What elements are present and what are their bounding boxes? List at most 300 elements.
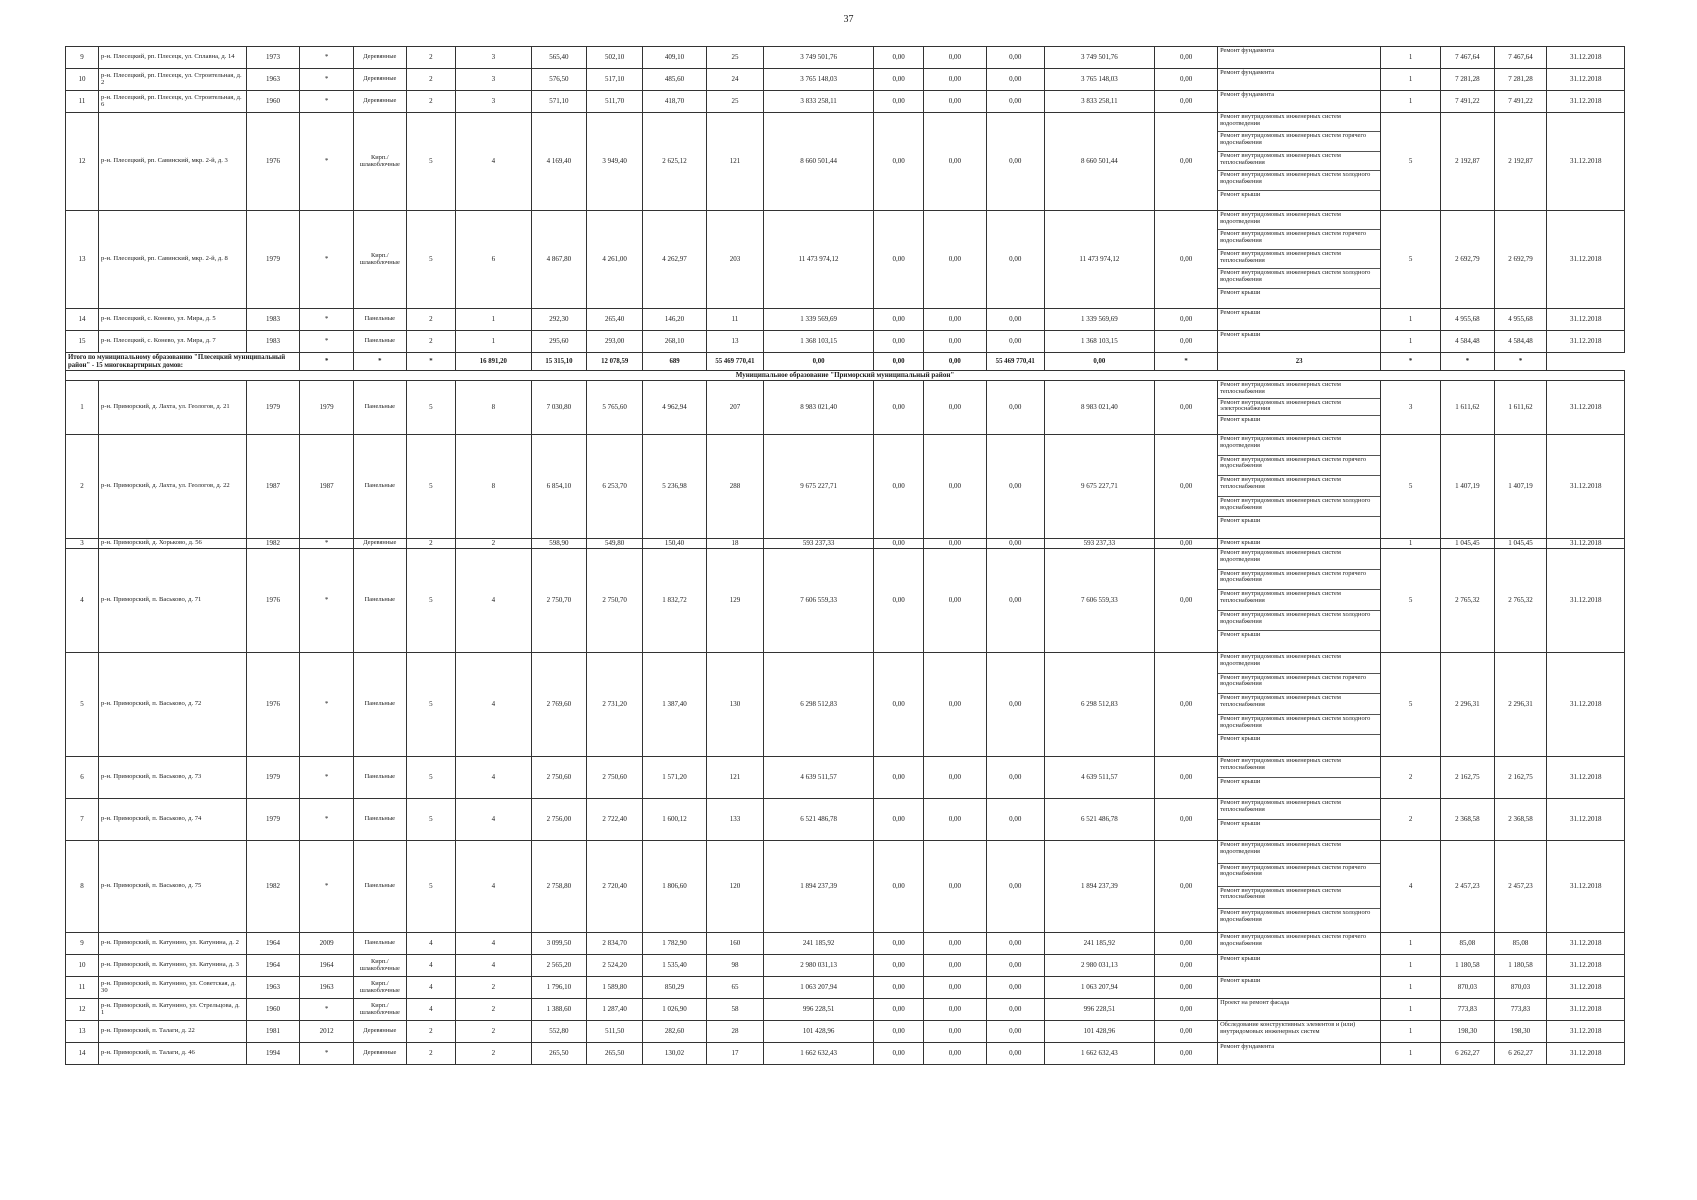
cell-date: 31.12.2018 — [1547, 91, 1625, 113]
work-item: Ремонт внутридомовых инженерных систем водоотведения — [1218, 211, 1380, 230]
cell-c1: 8 983 021,40 — [763, 381, 873, 435]
works-cell — [1218, 91, 1381, 113]
cell-res: 203 — [707, 211, 764, 309]
work-item: Ремонт внутридомовых инженерных систем теплоснабжения — [1218, 590, 1380, 611]
cell-c6: 0,00 — [1155, 539, 1218, 549]
cell-s1: 7 030,80 — [531, 381, 587, 435]
cell-fl: 4 — [406, 977, 456, 999]
cell-c3: 0,00 — [923, 539, 986, 549]
work-item: Ремонт внутридомовых инженерных систем теплоснабжения — [1218, 381, 1380, 399]
cell-c4: 0,00 — [986, 1021, 1044, 1043]
cell-date: 31.12.2018 — [1547, 69, 1625, 91]
cell-c5: 6 298 512,83 — [1044, 653, 1154, 757]
cell-en: 6 — [456, 211, 531, 309]
cell-c3: 0,00 — [923, 933, 986, 955]
cell-en: 4 — [456, 799, 531, 841]
cell-mat: Панельные — [354, 331, 407, 353]
cell-y2: * — [300, 799, 354, 841]
cell-s1: 2 769,60 — [531, 653, 587, 757]
cell-s1: 4 867,80 — [531, 211, 587, 309]
cell-mat: Панельные — [354, 309, 407, 331]
address-cell: р-н. Приморский, п. Катунино, ул. Катунина, д. 3 — [99, 955, 247, 977]
row-number: 14 — [66, 309, 99, 331]
cell-date: 31.12.2018 — [1547, 113, 1625, 211]
work-item: Ремонт внутридомовых инженерных систем теплоснабжения — [1218, 694, 1380, 715]
cell-c6: 0,00 — [1155, 955, 1218, 977]
cell-c5: 1 339 569,69 — [1044, 309, 1154, 331]
table-row — [66, 977, 1625, 999]
cell-c4: 0,00 — [986, 211, 1044, 309]
total-date: * — [1494, 353, 1547, 371]
work-item: Ремонт крыши — [1220, 819, 1261, 827]
cell-c1: 241 185,92 — [763, 933, 873, 955]
cell-c3: 0,00 — [923, 841, 986, 933]
address-cell: р-н. Приморский, п. Васьково, д. 75 — [99, 841, 247, 933]
cell-y2: * — [300, 47, 354, 69]
cell-s3: 850,29 — [643, 977, 707, 999]
cell-s2: 293,00 — [587, 331, 643, 353]
cell-mat: Панельные — [354, 381, 407, 435]
row-number: 12 — [66, 999, 99, 1021]
cell-en: 4 — [456, 757, 531, 799]
cell-en: 2 — [456, 1021, 531, 1043]
cell-s1: 2 750,60 — [531, 757, 587, 799]
cell-units: 1 — [1381, 91, 1441, 113]
cell-s3: 150,40 — [643, 539, 707, 549]
cell-p2: 7 281,28 — [1494, 69, 1547, 91]
work-item: Ремонт крыши — [1220, 955, 1261, 962]
section-title: Муниципальное образование "Приморский муниципальный район" — [66, 371, 1625, 381]
cell-units: 4 — [1381, 841, 1441, 933]
work-item: Ремонт внутридомовых инженерных систем водоотведения — [1218, 549, 1380, 570]
cell-y2: * — [300, 841, 354, 933]
cell-c4: 0,00 — [986, 933, 1044, 955]
cell-p2: 2 368,58 — [1494, 799, 1547, 841]
cell-mat: Панельные — [354, 841, 407, 933]
cell-y1: 1983 — [246, 331, 300, 353]
cell-c5: 241 185,92 — [1044, 933, 1154, 955]
works-cell — [1218, 977, 1381, 999]
cell-s3: 146,20 — [643, 309, 707, 331]
cell-en: 8 — [456, 381, 531, 435]
cell-units: 5 — [1381, 211, 1441, 309]
cell-c2: 0,00 — [874, 69, 924, 91]
cell-res: 28 — [707, 1021, 764, 1043]
table-row — [66, 381, 1625, 435]
cell-units: 1 — [1381, 1021, 1441, 1043]
works-cell — [1218, 309, 1381, 331]
cell-c6: 0,00 — [1155, 549, 1218, 653]
address-cell: р-н. Приморский, д. Лахта, ул. Геологов, д. 21 — [99, 381, 247, 435]
cell-en: 2 — [456, 539, 531, 549]
work-item: Ремонт внутридомовых инженерных систем горячего водоснабжения — [1220, 933, 1367, 947]
cell-s2: 511,70 — [587, 91, 643, 113]
cell-en: 3 — [456, 69, 531, 91]
cell-y2: * — [300, 69, 354, 91]
cell-c5: 3 833 258,11 — [1044, 91, 1154, 113]
cell-s3: 418,70 — [643, 91, 707, 113]
cell-p1: 4 584,48 — [1441, 331, 1495, 353]
cell-fl: 2 — [406, 331, 456, 353]
cell-y2: 1964 — [300, 955, 354, 977]
cell-y1: 1981 — [246, 1021, 300, 1043]
cell-date: 31.12.2018 — [1547, 977, 1625, 999]
cell-res: 11 — [707, 309, 764, 331]
cell-s2: 6 253,70 — [587, 435, 643, 539]
cell-c2: 0,00 — [874, 841, 924, 933]
table-row — [66, 549, 1625, 653]
cell-mat: Панельные — [354, 933, 407, 955]
cell-c2: 0,00 — [874, 211, 924, 309]
cell-c1: 11 473 974,12 — [763, 211, 873, 309]
work-item: Ремонт внутридомовых инженерных систем теплоснабжения — [1218, 250, 1380, 269]
cell-date: 31.12.2018 — [1547, 841, 1625, 933]
cell-y1: 1994 — [246, 1043, 300, 1065]
table-row — [66, 91, 1625, 113]
total-c2: 0,00 — [763, 353, 873, 371]
cell-p2: 85,08 — [1494, 933, 1547, 955]
cell-c6: 0,00 — [1155, 933, 1218, 955]
cell-en: 4 — [456, 653, 531, 757]
table-row — [66, 539, 1625, 549]
works-cell — [1218, 435, 1381, 539]
cell-s1: 565,40 — [531, 47, 587, 69]
cell-y2: 1963 — [300, 977, 354, 999]
row-number: 13 — [66, 1021, 99, 1043]
cell-p1: 7 281,28 — [1441, 69, 1495, 91]
works-cell — [1218, 1043, 1381, 1065]
cell-s2: 517,10 — [587, 69, 643, 91]
cell-mat: Деревянные — [354, 91, 407, 113]
cell-s1: 571,10 — [531, 91, 587, 113]
row-number: 12 — [66, 113, 99, 211]
work-item: Ремонт крыши — [1220, 539, 1261, 546]
cell-y1: 1963 — [246, 977, 300, 999]
cell-y1: 1982 — [246, 539, 300, 549]
cell-c1: 3 765 148,03 — [763, 69, 873, 91]
cell-c2: 0,00 — [874, 799, 924, 841]
cell-s1: 2 565,20 — [531, 955, 587, 977]
cell-mat: Деревянные — [354, 1043, 407, 1065]
cell-y2: * — [300, 999, 354, 1021]
cell-s3: 1 600,12 — [643, 799, 707, 841]
cell-c6: 0,00 — [1155, 91, 1218, 113]
cell-fl: 2 — [406, 1043, 456, 1065]
work-item: Ремонт крыши — [1220, 331, 1261, 338]
cell-y1: 1982 — [246, 841, 300, 933]
cell-s3: 1 387,40 — [643, 653, 707, 757]
cell-y1: 1979 — [246, 799, 300, 841]
work-item: Ремонт внутридомовых инженерных систем теплоснабжения — [1218, 476, 1380, 497]
cell-p1: 1 611,62 — [1441, 381, 1495, 435]
cell-p2: 1 611,62 — [1494, 381, 1547, 435]
work-item: Ремонт внутридомовых инженерных систем горячего водоснабжения — [1218, 230, 1380, 249]
cell-c5: 101 428,96 — [1044, 1021, 1154, 1043]
row-number: 4 — [66, 549, 99, 653]
table-row — [66, 309, 1625, 331]
cell-res: 98 — [707, 955, 764, 977]
table-row — [66, 999, 1625, 1021]
cell-res: 121 — [707, 757, 764, 799]
cell-fl: 2 — [406, 539, 456, 549]
works-cell — [1218, 381, 1381, 435]
cell-s2: 2 524,20 — [587, 955, 643, 977]
address-cell: р-н. Приморский, п. Катунино, ул. Стрельцова, д. 1 — [99, 999, 247, 1021]
cell-p1: 4 955,68 — [1441, 309, 1495, 331]
cell-p2: 198,30 — [1494, 1021, 1547, 1043]
cell-y2: * — [300, 539, 354, 549]
total-mat: * — [354, 353, 407, 371]
table-row — [66, 47, 1625, 69]
cell-p1: 1 045,45 — [1441, 539, 1495, 549]
cell-y1: 1973 — [246, 47, 300, 69]
cell-c2: 0,00 — [874, 1021, 924, 1043]
cell-s1: 2 750,70 — [531, 549, 587, 653]
total-s3: 12 078,59 — [587, 353, 643, 371]
address-cell: р-н. Приморский, п. Васьково, д. 72 — [99, 653, 247, 757]
cell-c4: 0,00 — [986, 91, 1044, 113]
cell-fl: 5 — [406, 381, 456, 435]
cell-c2: 0,00 — [874, 435, 924, 539]
cell-en: 2 — [456, 1043, 531, 1065]
row-number: 3 — [66, 539, 99, 549]
cell-units: 1 — [1381, 331, 1441, 353]
cell-c2: 0,00 — [874, 539, 924, 549]
table-row — [66, 841, 1625, 933]
work-item: Ремонт внутридомовых инженерных систем водоотведения — [1218, 113, 1380, 132]
table-row — [66, 757, 1625, 799]
cell-p2: 4 584,48 — [1494, 331, 1547, 353]
cell-s1: 265,50 — [531, 1043, 587, 1065]
total-works: * — [1155, 353, 1218, 371]
cell-units: 2 — [1381, 799, 1441, 841]
cell-en: 1 — [456, 309, 531, 331]
cell-c6: 0,00 — [1155, 799, 1218, 841]
cell-c4: 0,00 — [986, 539, 1044, 549]
cell-c4: 0,00 — [986, 653, 1044, 757]
work-item: Ремонт внутридомовых инженерных систем холодного водоснабжения — [1220, 909, 1371, 923]
cell-c5: 3 765 148,03 — [1044, 69, 1154, 91]
cell-c5: 3 749 501,76 — [1044, 47, 1154, 69]
cell-p1: 870,03 — [1441, 977, 1495, 999]
cell-units: 1 — [1381, 309, 1441, 331]
cell-c5: 8 660 501,44 — [1044, 113, 1154, 211]
cell-c1: 101 428,96 — [763, 1021, 873, 1043]
table-row — [66, 211, 1625, 309]
table-row — [66, 331, 1625, 353]
table-row — [66, 1043, 1625, 1065]
cell-c5: 4 639 511,57 — [1044, 757, 1154, 799]
cell-c5: 593 237,33 — [1044, 539, 1154, 549]
cell-mat: Панельные — [354, 435, 407, 539]
cell-c3: 0,00 — [923, 1043, 986, 1065]
work-item: Ремонт внутридомовых инженерных систем холодного водоснабжения — [1218, 497, 1380, 518]
cell-mat: Панельные — [354, 799, 407, 841]
cell-s1: 6 854,10 — [531, 435, 587, 539]
cell-c3: 0,00 — [923, 999, 986, 1021]
row-number: 11 — [66, 977, 99, 999]
total-units: 23 — [1218, 353, 1381, 371]
cell-en: 4 — [456, 113, 531, 211]
cell-c2: 0,00 — [874, 309, 924, 331]
cell-fl: 2 — [406, 309, 456, 331]
cell-s2: 2 720,40 — [587, 841, 643, 933]
row-number: 14 — [66, 1043, 99, 1065]
cell-s2: 2 731,20 — [587, 653, 643, 757]
total-s2: 15 315,10 — [531, 353, 587, 371]
work-item: Ремонт крыши — [1220, 631, 1261, 639]
cell-p1: 7 467,64 — [1441, 47, 1495, 69]
cell-p2: 2 296,31 — [1494, 653, 1547, 757]
cell-p2: 1 407,19 — [1494, 435, 1547, 539]
cell-y2: 1979 — [300, 381, 354, 435]
cell-y1: 1979 — [246, 381, 300, 435]
works-cell — [1218, 841, 1381, 933]
cell-c4: 0,00 — [986, 113, 1044, 211]
cell-res: 121 — [707, 113, 764, 211]
total-row — [66, 353, 1625, 371]
cell-p1: 2 192,87 — [1441, 113, 1495, 211]
cell-s1: 576,50 — [531, 69, 587, 91]
cell-y1: 1976 — [246, 113, 300, 211]
cell-y1: 1976 — [246, 653, 300, 757]
cell-s3: 268,10 — [643, 331, 707, 353]
work-item: Ремонт внутридомовых инженерных систем горячего водоснабжения — [1218, 864, 1380, 887]
cell-c3: 0,00 — [923, 211, 986, 309]
cell-c4: 0,00 — [986, 799, 1044, 841]
cell-c3: 0,00 — [923, 1021, 986, 1043]
cell-p2: 1 045,45 — [1494, 539, 1547, 549]
work-item: Ремонт фундамента — [1220, 1043, 1275, 1050]
cell-y2: * — [300, 91, 354, 113]
cell-p1: 7 491,22 — [1441, 91, 1495, 113]
total-p2: * — [1441, 353, 1495, 371]
cell-res: 129 — [707, 549, 764, 653]
total-c5: 55 469 770,41 — [986, 353, 1044, 371]
cell-s1: 2 758,80 — [531, 841, 587, 933]
cell-y2: * — [300, 1043, 354, 1065]
cell-fl: 5 — [406, 113, 456, 211]
works-cell — [1218, 1021, 1381, 1043]
cell-c6: 0,00 — [1155, 1043, 1218, 1065]
cell-en: 4 — [456, 955, 531, 977]
cell-c6: 0,00 — [1155, 841, 1218, 933]
cell-res: 17 — [707, 1043, 764, 1065]
row-number: 6 — [66, 757, 99, 799]
cell-s3: 1 571,20 — [643, 757, 707, 799]
total-p1: * — [1381, 353, 1441, 371]
cell-mat: Кирп./шлакоблочные — [354, 211, 407, 309]
cell-c1: 1 368 103,15 — [763, 331, 873, 353]
work-item: Ремонт внутридомовых инженерных систем теплоснабжения — [1218, 152, 1380, 171]
cell-p1: 2 296,31 — [1441, 653, 1495, 757]
address-cell: р-н. Приморский, д. Хорьково, д. 56 — [99, 539, 247, 549]
cell-s3: 1 806,60 — [643, 841, 707, 933]
page-number: 37 — [843, 14, 854, 25]
cell-c6: 0,00 — [1155, 211, 1218, 309]
works-cell — [1218, 113, 1381, 211]
row-number: 2 — [66, 435, 99, 539]
cell-c1: 1 339 569,69 — [763, 309, 873, 331]
cell-date: 31.12.2018 — [1547, 955, 1625, 977]
cell-res: 25 — [707, 47, 764, 69]
total-s1: 16 891,20 — [456, 353, 531, 371]
cell-p2: 2 765,32 — [1494, 549, 1547, 653]
work-item: Ремонт внутридомовых инженерных систем горячего водоснабжения — [1218, 132, 1380, 151]
address-cell: р-н. Приморский, п. Васьково, д. 73 — [99, 757, 247, 799]
cell-date: 31.12.2018 — [1547, 211, 1625, 309]
cell-units: 2 — [1381, 757, 1441, 799]
repair-register-table — [65, 46, 1625, 1065]
cell-s2: 502,10 — [587, 47, 643, 69]
cell-res: 130 — [707, 653, 764, 757]
row-number: 15 — [66, 331, 99, 353]
cell-c3: 0,00 — [923, 69, 986, 91]
cell-y1: 1976 — [246, 549, 300, 653]
cell-res: 120 — [707, 841, 764, 933]
cell-units: 5 — [1381, 653, 1441, 757]
cell-c6: 0,00 — [1155, 69, 1218, 91]
cell-p1: 1 407,19 — [1441, 435, 1495, 539]
cell-s2: 2 834,70 — [587, 933, 643, 955]
cell-units: 1 — [1381, 47, 1441, 69]
cell-s1: 1 388,60 — [531, 999, 587, 1021]
work-item: Ремонт фундамента — [1220, 47, 1275, 54]
cell-c3: 0,00 — [923, 331, 986, 353]
work-item: Ремонт крыши — [1220, 777, 1261, 785]
cell-s3: 1 832,72 — [643, 549, 707, 653]
cell-en: 3 — [456, 91, 531, 113]
cell-c5: 8 983 021,40 — [1044, 381, 1154, 435]
cell-c4: 0,00 — [986, 955, 1044, 977]
row-number: 11 — [66, 91, 99, 113]
cell-date: 31.12.2018 — [1547, 799, 1625, 841]
works-cell — [1218, 955, 1381, 977]
cell-date: 31.12.2018 — [1547, 757, 1625, 799]
cell-c1: 3 749 501,76 — [763, 47, 873, 69]
cell-res: 25 — [707, 91, 764, 113]
cell-date: 31.12.2018 — [1547, 933, 1625, 955]
work-item: Ремонт внутридомовых инженерных систем холодного водоснабжения — [1218, 715, 1380, 736]
works-cell — [1218, 539, 1381, 549]
cell-c3: 0,00 — [923, 47, 986, 69]
cell-c5: 9 675 227,71 — [1044, 435, 1154, 539]
work-item: Ремонт крыши — [1220, 190, 1261, 198]
cell-c4: 0,00 — [986, 69, 1044, 91]
cell-p2: 870,03 — [1494, 977, 1547, 999]
cell-y1: 1960 — [246, 999, 300, 1021]
cell-s1: 4 169,40 — [531, 113, 587, 211]
cell-c3: 0,00 — [923, 955, 986, 977]
address-cell: р-н. Приморский, п. Васьково, д. 71 — [99, 549, 247, 653]
cell-p2: 7 491,22 — [1494, 91, 1547, 113]
cell-en: 8 — [456, 435, 531, 539]
cell-y2: 2009 — [300, 933, 354, 955]
cell-mat: Деревянные — [354, 1021, 407, 1043]
cell-s3: 1 535,40 — [643, 955, 707, 977]
work-item: Ремонт внутридомовых инженерных систем водоотведения — [1218, 653, 1380, 674]
cell-mat: Панельные — [354, 757, 407, 799]
total-y2: * — [300, 353, 354, 371]
address-cell: р-н. Плесецкий, рп. Плесецк, ул. Сплавна, д. 14 — [99, 47, 247, 69]
cell-c2: 0,00 — [874, 331, 924, 353]
cell-c1: 593 237,33 — [763, 539, 873, 549]
cell-c1: 9 675 227,71 — [763, 435, 873, 539]
cell-c5: 1 894 237,39 — [1044, 841, 1154, 933]
cell-c5: 2 980 031,13 — [1044, 955, 1154, 977]
cell-s2: 4 261,00 — [587, 211, 643, 309]
cell-p2: 2 457,23 — [1494, 841, 1547, 933]
